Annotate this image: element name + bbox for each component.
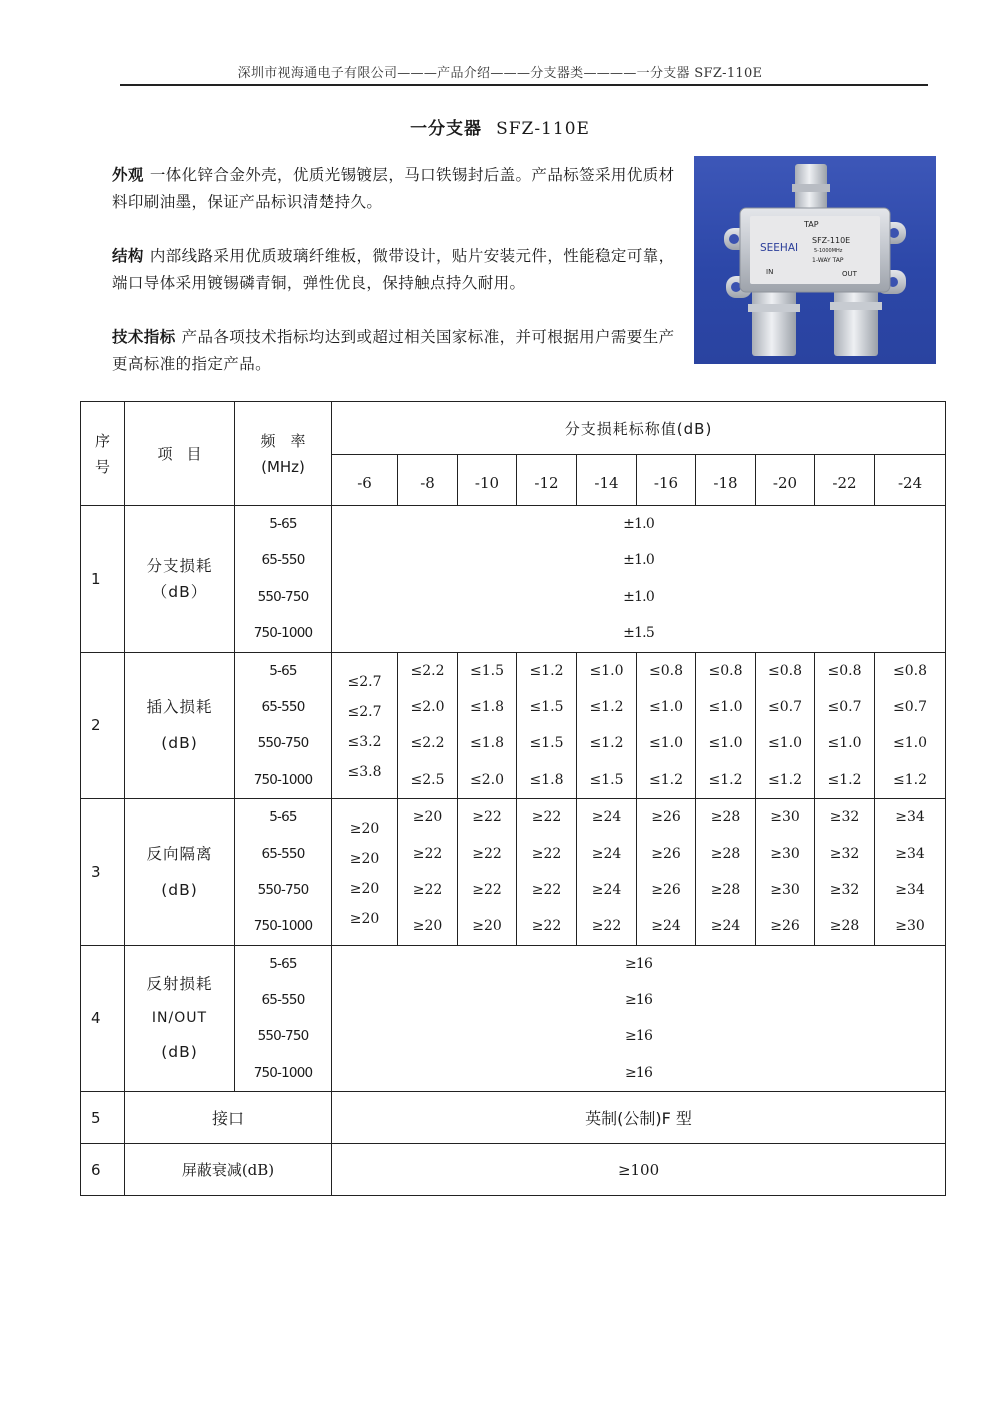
value: ≥30 (770, 881, 800, 898)
value: ≥24 (591, 809, 622, 826)
out-port (834, 284, 878, 356)
value: ≥32 (829, 881, 860, 898)
value: ≥16 (624, 992, 653, 1009)
value: ≥20 (412, 918, 443, 935)
intro-label: 技术指标 (112, 328, 176, 346)
value: ≤2.2 (410, 735, 445, 752)
label-brand: SEEHAI (760, 242, 799, 254)
title-name: 一分支器 (410, 119, 483, 139)
value: ≥22 (412, 845, 443, 862)
value-column (398, 799, 458, 946)
value-column (577, 652, 637, 799)
value: ≤1.2 (893, 771, 928, 788)
label-tap: TAP (804, 220, 819, 229)
value: ≥28 (710, 845, 741, 862)
freq-label: 550-750 (257, 735, 309, 752)
value: ≤0.7 (893, 698, 928, 715)
value: ≤0.8 (893, 662, 928, 679)
tap-value: -10 (458, 455, 517, 506)
tap-value: -6 (332, 455, 398, 506)
value: ≥16 (624, 955, 653, 972)
value: ≥20 (349, 850, 380, 867)
tap-value: -14 (577, 455, 637, 506)
value: ≤1.8 (529, 771, 564, 788)
row-seq: 5 (81, 1092, 125, 1144)
value: ≥22 (412, 881, 443, 898)
value: ≥22 (472, 845, 502, 862)
row-item-b: (dB) (161, 1043, 198, 1062)
value-column (458, 652, 517, 799)
tap-value: -16 (637, 455, 696, 506)
value-column-first (332, 799, 398, 946)
row-seq: 2 (81, 652, 125, 799)
value: ≤1.2 (827, 771, 862, 788)
value: ≥32 (829, 809, 860, 826)
value: ≥30 (770, 809, 800, 826)
value: ≥32 (829, 845, 860, 862)
product-photo (694, 156, 936, 364)
value: ≥20 (349, 910, 380, 927)
table-row (81, 1144, 946, 1196)
row-item-a: 反向隔离 (146, 844, 213, 863)
value: ±1.5 (623, 625, 654, 642)
value: ±1.0 (623, 552, 654, 569)
intro-text: 内部线路采用优质玻璃纤维板，微带设计，贴片安装元件，性能稳定可靠，端口导体采用镀锡磷青铜，弹性优良，保持触点持久耐用。 (112, 247, 675, 292)
value: ≤2.7 (347, 674, 382, 691)
value: ≤1.2 (589, 735, 624, 752)
row-value: 英制(公制)F 型 (332, 1092, 946, 1144)
freq-cell (235, 945, 332, 1092)
value: ≥20 (349, 820, 380, 837)
value: ≥30 (895, 918, 925, 935)
value-column (756, 799, 815, 946)
value-column (637, 799, 696, 946)
value-column-first (332, 652, 398, 799)
value: ≥16 (624, 1064, 653, 1081)
value: ≤1.2 (589, 698, 624, 715)
value: ≤1.5 (589, 771, 624, 788)
header-freq (235, 402, 332, 506)
span-values (332, 945, 946, 1092)
value: ≥26 (651, 881, 681, 898)
freq-label: 65-550 (261, 552, 305, 569)
value: ≤1.5 (470, 662, 504, 679)
value: ≥26 (770, 918, 800, 935)
freq-label: 550-750 (257, 881, 309, 898)
table-row (81, 799, 946, 946)
row-item-a: 插入损耗 (146, 698, 213, 717)
value: ≥20 (349, 880, 380, 897)
row-item-b: (dB) (161, 880, 198, 899)
freq-label: 550-750 (257, 588, 309, 605)
value: ≤1.0 (649, 698, 683, 715)
value-column (637, 652, 696, 799)
table-header-row (81, 402, 946, 455)
row-seq: 6 (81, 1144, 125, 1196)
value: ≤2.0 (470, 771, 504, 788)
label-out: OUT (842, 270, 857, 278)
intro-text: 产品各项技术指标均达到或超过相关国家标准，并可根据用户需要生产更高标准的指定产品。 (112, 328, 675, 373)
intro-specs (112, 324, 682, 378)
label-model: SFZ-110E (812, 236, 851, 245)
value: ≥26 (651, 809, 681, 826)
value: ≥20 (472, 918, 502, 935)
row-item (125, 799, 235, 946)
value: ≥22 (531, 881, 562, 898)
intro-label: 外观 (112, 166, 144, 184)
value: ≤1.0 (893, 735, 928, 752)
page-header: 深圳市视海通电子有限公司———产品介绍———分支器类————一分支器 SFZ-110E (237, 66, 763, 81)
value: ≥28 (710, 881, 741, 898)
tap-value: -20 (756, 455, 815, 506)
value: ≤1.8 (470, 735, 504, 752)
freq-label: 5-65 (269, 809, 297, 826)
value: ≤1.8 (470, 698, 504, 715)
in-port (752, 286, 796, 356)
value: ≥22 (472, 881, 502, 898)
value: ≥30 (770, 845, 800, 862)
freq-label: 750-1000 (253, 625, 313, 642)
row-item-b: (dB) (161, 734, 198, 753)
value: ±1.0 (623, 516, 654, 532)
value: ≤1.0 (827, 735, 862, 752)
value: ≥24 (591, 845, 622, 862)
value: ≥16 (624, 1028, 653, 1045)
freq-cell (235, 652, 332, 799)
header-item: 项目 (125, 402, 235, 506)
table-row (81, 652, 946, 799)
value-column (517, 652, 577, 799)
header-seq (81, 402, 125, 506)
value-column (756, 652, 815, 799)
value: ≥22 (531, 918, 562, 935)
value: ≤2.5 (410, 771, 445, 788)
tap-value: -18 (696, 455, 756, 506)
tap-value: -8 (398, 455, 458, 506)
tap-value: -12 (517, 455, 577, 506)
value: ≥28 (710, 809, 741, 826)
value: ≥24 (651, 918, 681, 935)
value-column (696, 799, 756, 946)
freq-label: 65-550 (261, 698, 305, 715)
freq-label: 750-1000 (253, 1064, 313, 1081)
freq-label: 65-550 (261, 845, 305, 862)
tap-value: -22 (815, 455, 875, 506)
freq-cell (235, 506, 332, 653)
value: ≤1.2 (708, 771, 743, 788)
row-item (125, 945, 235, 1092)
row-seq: 1 (81, 506, 125, 653)
table-row (81, 1092, 946, 1144)
value: ≥22 (591, 918, 622, 935)
value: ≤3.8 (347, 764, 382, 781)
label-type: 1-WAY TAP (812, 257, 844, 264)
row-item-a: 反射损耗 (146, 975, 213, 994)
value: ≤1.2 (649, 771, 683, 788)
intro-label: 结构 (112, 247, 144, 265)
row-seq: 4 (81, 945, 125, 1092)
value: ≤1.0 (768, 735, 802, 752)
freq-label: 5-65 (269, 662, 297, 679)
row-seq: 3 (81, 799, 125, 946)
label-in: IN (766, 268, 774, 276)
value: ≤1.5 (529, 698, 564, 715)
header-seq-b: 号 (94, 457, 110, 476)
freq-label: 750-1000 (253, 771, 313, 788)
row-item (125, 506, 235, 653)
value: ≥24 (591, 881, 622, 898)
value: ≥34 (895, 881, 925, 898)
value: ≤0.8 (708, 662, 743, 679)
value: ≤0.7 (768, 698, 802, 715)
spec-table (80, 401, 946, 1196)
table-row (81, 945, 946, 1092)
value: ≥22 (531, 809, 562, 826)
value: ≤2.7 (347, 704, 382, 721)
value-column (815, 652, 875, 799)
tap-value: -24 (875, 455, 946, 506)
intro-structure (112, 243, 682, 297)
value: ≤0.8 (649, 662, 683, 679)
freq-cell (235, 799, 332, 946)
freq-label: 750-1000 (253, 918, 313, 935)
value: ≤0.8 (768, 662, 802, 679)
value-column (577, 799, 637, 946)
header-freq-a: 频 率 (260, 431, 306, 450)
row-item-m: IN/OUT (151, 1010, 208, 1027)
intro-appearance (112, 162, 682, 216)
value: ≤1.0 (649, 735, 683, 752)
table-row (81, 506, 946, 653)
freq-label: 5-65 (269, 955, 297, 972)
value: ≤2.2 (410, 662, 445, 679)
freq-label: 5-65 (269, 516, 297, 532)
header-nominal: 分支损耗标称值(dB) (332, 402, 946, 455)
row-item: 屏蔽衰减(dB) (125, 1144, 332, 1196)
value: ≥22 (531, 845, 562, 862)
value: ≤1.2 (529, 662, 564, 679)
value: ≥34 (895, 845, 925, 862)
document-title (0, 114, 1000, 139)
header-freq-b: (MHz) (261, 457, 305, 476)
value-column (875, 652, 946, 799)
row-value: ≥100 (332, 1144, 946, 1196)
label-freq: 5-1000MHz (814, 248, 843, 254)
value: ≥22 (472, 809, 502, 826)
value: ≥26 (651, 845, 681, 862)
row-item: 接口 (125, 1092, 332, 1144)
value-column (815, 799, 875, 946)
title-model: SFZ-110E (496, 119, 590, 139)
value-column (696, 652, 756, 799)
intro-text: 一体化锌合金外壳，优质光锡镀层，马口铁锡封后盖。产品标签采用优质材料印刷油墨，保证产品标识清楚持久。 (112, 166, 675, 211)
value-column (398, 652, 458, 799)
value: ≥20 (412, 809, 443, 826)
value-column (875, 799, 946, 946)
value: ≤1.2 (768, 771, 802, 788)
value: ≤0.7 (827, 698, 862, 715)
row-item-a: 分支损耗 (146, 556, 213, 575)
row-item (125, 652, 235, 799)
header-rule (120, 84, 928, 86)
value: ≤1.0 (708, 735, 743, 752)
header-seq-a: 序 (94, 431, 110, 450)
freq-label: 550-750 (257, 1028, 309, 1045)
value: ±1.0 (623, 588, 654, 605)
value: ≥28 (829, 918, 860, 935)
freq-label: 65-550 (261, 992, 305, 1009)
value: ≥34 (895, 809, 925, 826)
value: ≤0.8 (827, 662, 862, 679)
value: ≤1.0 (708, 698, 743, 715)
row-item-b: （dB） (151, 582, 208, 601)
value-column (458, 799, 517, 946)
value: ≤3.2 (347, 734, 382, 751)
span-values (332, 506, 946, 653)
value: ≤2.0 (410, 698, 445, 715)
value: ≥24 (710, 918, 741, 935)
value: ≤1.5 (529, 735, 564, 752)
value: ≤1.0 (589, 662, 624, 679)
value-column (517, 799, 577, 946)
